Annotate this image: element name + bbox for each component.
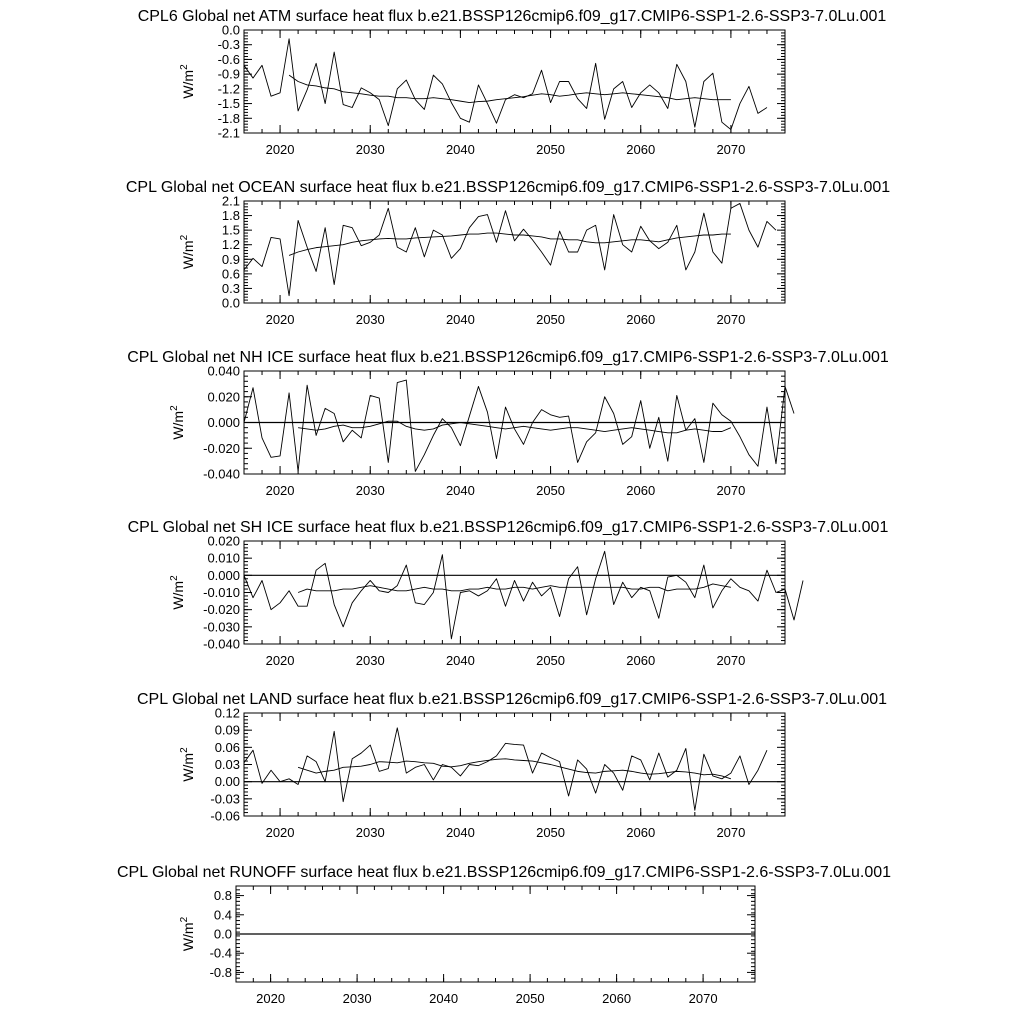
- series-line-annual: [244, 39, 767, 130]
- x-tick-label: 2050: [515, 991, 545, 1006]
- x-tick-label: 2070: [716, 825, 746, 840]
- x-tick-label: 2050: [536, 142, 566, 157]
- y-tick-label: 0.000: [207, 415, 240, 430]
- x-tick-label: 2040: [445, 483, 475, 498]
- y-tick-label: -2.1: [217, 125, 240, 141]
- y-tick-label: -0.9: [217, 66, 240, 82]
- y-tick-label: 0.4: [213, 907, 232, 923]
- x-tick-label: 2050: [536, 825, 566, 840]
- y-tick-label: -0.040: [203, 636, 240, 652]
- x-tick-label: 2030: [355, 142, 385, 157]
- chart-title: CPL Global net RUNOFF surface heat flux b.e21.BSSP126cmip6.f09_g17.CMIP6-SSP1-2.6-SSP3-7.0Lu.001: [116, 864, 892, 881]
- chart-panel-1: [138, 8, 887, 157]
- x-tick-label: 2040: [445, 653, 475, 668]
- y-tick-label: 0.03: [214, 757, 240, 772]
- x-tick-label: 2070: [716, 142, 746, 157]
- y-tick-label: -0.030: [203, 619, 240, 635]
- x-tick-label: 2050: [536, 312, 566, 327]
- y-tick-label: -0.4: [209, 945, 232, 961]
- y-axis-label: $W/m^2$: [169, 575, 186, 610]
- y-axis-label: $W/m^2$: [179, 64, 196, 99]
- chart-title: CPL6 Global net ATM surface heat flux b.e21.BSSP126cmip6.f09_g17.CMIP6-SSP1-2.6-SSP3-7.0Lu.001: [137, 8, 887, 25]
- y-tick-label: -0.6: [217, 51, 240, 67]
- y-tick-label: -0.040: [203, 466, 240, 482]
- y-tick-label: 0.040: [207, 363, 240, 379]
- y-tick-label: -0.020: [203, 440, 240, 456]
- chart-title: CPL Global net SH ICE surface heat flux b.e21.BSSP126cmip6.f09_g17.CMIP6-SSP1-2.6-SSP3-7.0Lu.001: [127, 519, 889, 536]
- y-axis-label: $W/m^2$: [179, 747, 196, 782]
- y-tick-label: -1.5: [217, 96, 240, 112]
- y-tick-label: -0.06: [210, 808, 240, 824]
- x-tick-label: 2040: [445, 142, 475, 157]
- plot-frame: [244, 713, 785, 816]
- y-tick-label: 0.12: [214, 705, 240, 721]
- x-tick-label: 2040: [445, 825, 475, 840]
- chart-title: CPL Global net NH ICE surface heat flux b.e21.BSSP126cmip6.f09_g17.CMIP6-SSP1-2.6-SSP3-7.0Lu.001: [127, 349, 889, 366]
- chart-panel-2: [126, 179, 890, 327]
- x-tick-label: 2020: [256, 991, 286, 1006]
- y-axis-label: $W/m^2$: [169, 405, 186, 440]
- y-tick-label: 0.09: [214, 722, 240, 738]
- y-tick-label: -1.8: [217, 110, 240, 126]
- y-tick-label: 0.8: [213, 888, 232, 904]
- x-tick-label: 2030: [355, 483, 385, 498]
- x-tick-label: 2030: [342, 991, 372, 1006]
- chart-panel-3: [127, 349, 889, 498]
- chart-panel-5: [137, 691, 887, 840]
- x-tick-label: 2060: [626, 312, 656, 327]
- y-tick-label: 0.9: [221, 251, 240, 267]
- series-line-annual: [244, 728, 767, 810]
- x-tick-label: 2020: [265, 312, 295, 327]
- y-axis-label: $W/m^2$: [179, 916, 196, 952]
- y-tick-label: 0.010: [207, 550, 240, 566]
- y-tick-label: 2.1: [221, 193, 240, 209]
- y-tick-label: -0.3: [217, 37, 240, 53]
- y-tick-label: 0.6: [221, 266, 240, 282]
- x-tick-label: 2060: [626, 483, 656, 498]
- x-tick-label: 2070: [716, 483, 746, 498]
- x-tick-label: 2020: [265, 653, 295, 668]
- series-line-annual: [244, 380, 794, 471]
- x-tick-label: 2070: [716, 312, 746, 327]
- x-tick-label: 2030: [355, 312, 385, 327]
- x-tick-label: 2030: [355, 825, 385, 840]
- y-tick-label: 0.06: [214, 739, 240, 755]
- chart-title: CPL Global net OCEAN surface heat flux b.e21.BSSP126cmip6.f09_g17.CMIP6-SSP1-2.6-SSP3-7.0Lu.001: [125, 179, 891, 196]
- x-tick-label: 2040: [445, 312, 475, 327]
- chart-panel-6: [117, 864, 891, 1006]
- y-tick-label: -0.010: [203, 585, 240, 600]
- x-tick-label: 2050: [536, 653, 566, 668]
- series-line-annual: [244, 551, 803, 639]
- x-tick-label: 2060: [626, 142, 656, 157]
- x-tick-label: 2070: [688, 991, 718, 1006]
- y-tick-label: 0.020: [207, 533, 240, 549]
- x-tick-label: 2020: [265, 142, 295, 157]
- y-tick-label: 1.2: [221, 237, 240, 253]
- x-tick-label: 2020: [265, 825, 295, 840]
- series-line-smoothed: [289, 75, 731, 102]
- chart-panel-4: [128, 519, 889, 668]
- plot-frame: [244, 541, 785, 644]
- x-tick-label: 2070: [716, 653, 746, 668]
- x-tick-label: 2060: [626, 825, 656, 840]
- y-tick-label: 0.0: [221, 295, 240, 311]
- y-tick-label: 0.0: [213, 926, 232, 942]
- y-tick-label: 0.000: [207, 567, 240, 583]
- y-tick-label: -0.020: [203, 602, 240, 618]
- y-tick-label: 1.5: [221, 222, 240, 238]
- y-tick-label: 0.3: [221, 280, 240, 296]
- x-tick-label: 2060: [626, 653, 656, 668]
- y-tick-label: 0.0: [221, 22, 240, 38]
- x-tick-label: 2040: [429, 991, 459, 1006]
- y-axis-label: $W/m^2$: [179, 234, 196, 270]
- y-tick-label: -0.03: [210, 791, 240, 807]
- y-tick-label: 0.020: [207, 389, 240, 405]
- y-tick-label: -1.2: [217, 81, 240, 97]
- y-tick-label: -0.8: [209, 964, 232, 980]
- x-tick-label: 2060: [602, 991, 632, 1006]
- x-tick-label: 2020: [265, 483, 295, 498]
- x-tick-label: 2050: [536, 483, 566, 498]
- x-tick-label: 2030: [355, 653, 385, 668]
- plot-frame: [244, 201, 785, 303]
- series-line-smoothed: [298, 759, 731, 779]
- series-line-annual: [244, 203, 776, 295]
- y-tick-label: 1.8: [221, 208, 240, 224]
- y-tick-label: 0.00: [214, 774, 240, 790]
- chart-title: CPL Global net LAND surface heat flux b.e21.BSSP126cmip6.f09_g17.CMIP6-SSP1-2.6-SSP3-7.0Lu.001: [136, 691, 888, 708]
